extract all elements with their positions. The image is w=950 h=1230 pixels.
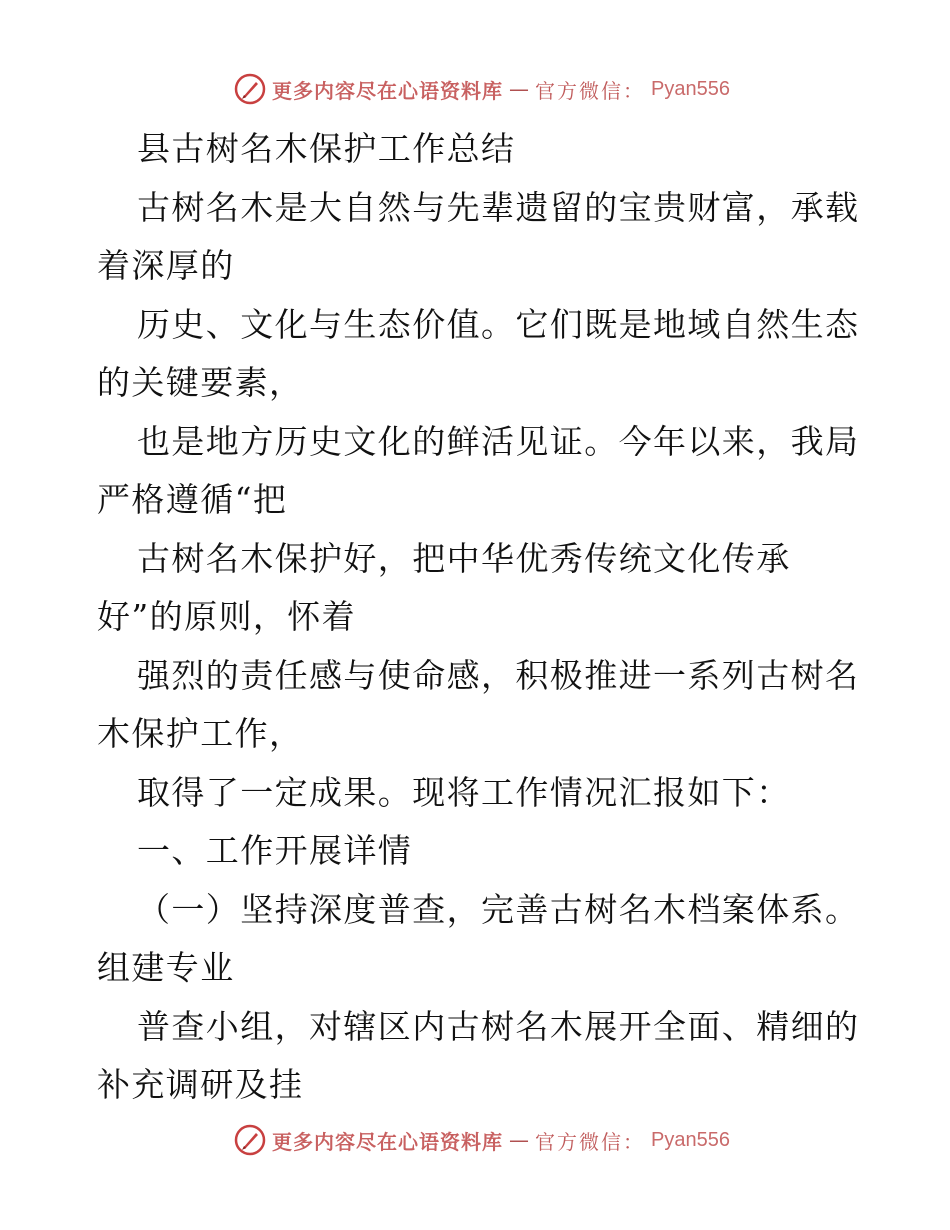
paragraph-line: 严格遵循“把 xyxy=(97,480,288,519)
watermark-footer xyxy=(234,1123,730,1157)
paragraph-line: 普查小组，对辖区内古树名木展开全面、精细的 xyxy=(137,1006,860,1046)
watermark-wechat-id: Pyan556 xyxy=(651,1128,730,1151)
quill-logo-icon xyxy=(234,73,266,105)
paragraph-line: 历史、文化与生态价值。它们既是地域自然生态 xyxy=(137,304,860,344)
paragraph-line: 的关键要素， xyxy=(97,363,304,402)
watermark-wechat-label: 官方微信： xyxy=(535,78,645,103)
watermark-wechat-id: Pyan556 xyxy=(651,77,730,100)
paragraph-line: 取得了一定成果。现将工作情况汇报如下： xyxy=(137,772,791,812)
watermark-brand: 更多内容尽在心语资料库 xyxy=(272,1129,503,1154)
paragraph-line: 补充调研及挂 xyxy=(97,1065,304,1104)
paragraph-line: 好”的原则，怀着 xyxy=(97,597,357,636)
paragraph-line: 组建专业 xyxy=(97,948,235,987)
subsection-heading: （一）坚持深度普查，完善古树名木档案体系。 xyxy=(137,889,860,929)
document-title: 县古树名木保护工作总结 xyxy=(137,129,516,168)
watermark-header xyxy=(234,72,730,106)
document-body xyxy=(97,120,860,1115)
watermark-brand: 更多内容尽在心语资料库 xyxy=(272,78,503,103)
paragraph-line: 着深厚的 xyxy=(97,246,235,285)
paragraph-line: 古树名木保护好，把中华优秀传统文化传承 xyxy=(137,538,791,578)
watermark-dash: — xyxy=(509,1128,529,1152)
watermark-wechat-label: 官方微信： xyxy=(535,1129,645,1154)
paragraph-line: 木保护工作， xyxy=(97,714,304,753)
section-heading: 一、工作开展详情 xyxy=(137,831,413,870)
watermark-dash: — xyxy=(509,77,529,101)
paragraph-line: 古树名木是大自然与先辈遗留的宝贵财富，承载 xyxy=(137,187,860,227)
quill-logo-icon xyxy=(234,1124,266,1156)
paragraph-line: 也是地方历史文化的鲜活见证。今年以来，我局 xyxy=(137,421,860,461)
paragraph-line: 强烈的责任感与使命感，积极推进一系列古树名 xyxy=(137,655,860,695)
